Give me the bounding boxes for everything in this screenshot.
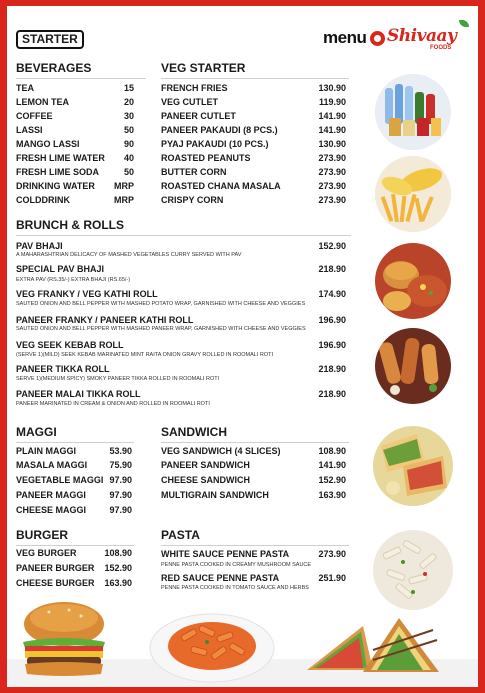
beverage-item-name: LASSI (16, 125, 43, 135)
brunch-item-desc: (SERVE 1)(MILD) SEEK KEBAB MARINATED MINT RAITA ONION GRAVY ROLLED IN ROOMALI ROTI (16, 352, 274, 358)
brunch-item-name: PANEER FRANKY / PANEER KATHI ROLL (16, 315, 194, 325)
beverage-item-name: LEMON TEA (16, 97, 69, 107)
starter-item-name: VEG CUTLET (161, 97, 219, 107)
maggi-item-name: PANEER MAGGI (16, 490, 86, 500)
pav-bhaji-illustration (375, 243, 451, 319)
starter-item-name: CRISPY CORN (161, 195, 224, 205)
starter-item-price: 119.90 (318, 97, 346, 107)
brunch-item-desc: A MAHARASHTRIAN DELICACY OF MASHED VEGETABLES CURRY SERVED WITH PAV (16, 252, 242, 258)
starter-item-price: 273.90 (318, 153, 346, 163)
starter-item-price: 130.90 (318, 139, 346, 149)
sandwich-photo (373, 426, 453, 506)
brunch-item-price: 152.90 (318, 241, 346, 251)
brunch-item-desc: SAUTED ONION AND BELL PEPPER WITH MASHED PANEER WRAP, GARNISHED WITH CHEESE AND VEGGIES (16, 326, 306, 332)
beverage-item-name: COFFEE (16, 111, 53, 121)
brunch-item-name: PAV BHAJI (16, 241, 63, 251)
starter-item-name: FRENCH FRIES (161, 83, 228, 93)
logo-foods-text: FOODS (430, 45, 452, 51)
sandwich-bottom-illustration (303, 610, 443, 680)
beverage-item-price: MRP (114, 195, 134, 205)
brunch-item-price: 218.90 (318, 389, 346, 399)
pasta-item-desc: PENNE PASTA COOKED IN CREAMY MUSHROOM SAUCE (161, 562, 312, 568)
starter-item-price: 141.90 (318, 125, 346, 135)
sandwich-illustration (373, 426, 453, 506)
brunch-item-price: 218.90 (318, 364, 346, 374)
divider (161, 78, 349, 79)
burger-item-name: CHEESE BURGER (16, 578, 95, 588)
beverage-item-price: MRP (114, 181, 134, 191)
drinks-photo (375, 74, 451, 150)
starter-item-name: PANEER PAKAUDI (8 PCS.) (161, 125, 278, 135)
beverages-heading: BEVERAGES (16, 61, 92, 75)
sandwich-item-price: 141.90 (318, 460, 346, 470)
starter-item-price: 130.90 (318, 83, 346, 93)
pasta-plate-photo (147, 608, 277, 684)
beverage-item-price: 50 (123, 167, 134, 177)
pasta-item-name: RED SAUCE PENNE PASTA (161, 573, 280, 583)
beverage-item-name: TEA (16, 83, 34, 93)
pasta-item-price: 251.90 (318, 573, 346, 583)
starter-item-name: ROASTED CHANA MASALA (161, 181, 281, 191)
brunch-item-desc: SERVE 1)(MEDIUM SPICY) SMOKY PANEER TIKKA ROLLED IN ROOMALI ROTI (16, 376, 220, 382)
logo-circle-icon (370, 31, 385, 46)
rolls-photo (375, 328, 451, 404)
sandwich-heading: SANDWICH (161, 425, 227, 439)
divider (16, 235, 351, 236)
burger-heading: BURGER (16, 528, 69, 542)
page-title: STARTER (16, 30, 84, 49)
brunch-item-desc: EXTRA PAV (RS.35/-) EXTRA BHAJI (RS.65/-) (16, 277, 131, 283)
beverage-item-name: FRESH LIME WATER (16, 153, 105, 163)
divider (16, 442, 134, 443)
beverage-item-name: FRESH LIME SODA (16, 167, 100, 177)
sandwich-bottom-photo (303, 610, 443, 680)
burger-item-price: 108.90 (104, 548, 132, 558)
beverage-item-price: 15 (123, 83, 134, 93)
brunch-item-name: PANEER MALAI TIKKA ROLL (16, 389, 141, 399)
pasta-heading: PASTA (161, 528, 200, 542)
beverage-item-price: 50 (123, 125, 134, 135)
sandwich-item-price: 152.90 (318, 475, 346, 485)
brunch-item-desc: SAUTED ONION AND BELL PEPPER WITH MASHED POTATO WRAP, GARNISHED WITH CHEESE AND VEGGIES (16, 301, 306, 307)
pasta-plate-illustration (147, 608, 277, 684)
beverage-item-price: 90 (123, 139, 134, 149)
maggi-item-name: CHEESE MAGGI (16, 505, 87, 515)
pasta-photo (373, 530, 453, 610)
maggi-item-name: PLAIN MAGGI (16, 446, 76, 456)
brunch-item-price: 196.90 (318, 340, 346, 350)
burger-illustration (19, 598, 109, 678)
burger-item-name: VEG BURGER (16, 548, 77, 558)
beverage-item-price: 20 (123, 97, 134, 107)
maggi-item-price: 97.90 (109, 505, 132, 515)
brunch-item-price: 196.90 (318, 315, 346, 325)
starter-item-price: 273.90 (318, 181, 346, 191)
maggi-item-name: MASALA MAGGI (16, 460, 88, 470)
sandwich-item-name: MULTIGRAIN SANDWICH (161, 490, 269, 500)
fries-corn-photo (375, 156, 451, 232)
brunch-item-desc: PANEER MARINATED IN CREAM & ONION AND ROLLED IN ROOMALI ROTI (16, 401, 210, 407)
pasta-illustration (373, 530, 453, 610)
burger-photo (19, 598, 109, 678)
brunch-item-price: 174.90 (318, 289, 346, 299)
brunch-item-name: SPECIAL PAV BHAJI (16, 264, 105, 274)
maggi-item-price: 97.90 (109, 490, 132, 500)
starter-item-price: 273.90 (318, 167, 346, 177)
burger-item-name: PANEER BURGER (16, 563, 95, 573)
leaf-icon (459, 20, 469, 27)
logo-brand-text: Shivaay (387, 26, 457, 46)
brunch-item-price: 218.90 (318, 264, 346, 274)
sandwich-item-price: 163.90 (318, 490, 346, 500)
brunch-heading: BRUNCH & ROLLS (16, 218, 124, 232)
pasta-item-name: WHITE SAUCE PENNE PASTA (161, 549, 290, 559)
starter-item-price: 141.90 (318, 111, 346, 121)
drinks-illustration (375, 74, 451, 150)
pav-bhaji-photo (375, 243, 451, 319)
veg-starter-heading: VEG STARTER (161, 61, 246, 75)
maggi-item-price: 53.90 (109, 446, 132, 456)
beverage-item-price: 30 (123, 111, 134, 121)
divider (161, 442, 349, 443)
beverage-item-name: MANGO LASSI (16, 139, 80, 149)
starter-item-name: ROASTED PEANUTS (161, 153, 251, 163)
beverage-item-name: COLDDRINK (16, 195, 70, 205)
sandwich-item-name: CHEESE SANDWICH (161, 475, 251, 485)
starter-item-price: 273.90 (318, 195, 346, 205)
divider (16, 78, 146, 79)
beverage-item-price: 40 (123, 153, 134, 163)
maggi-item-price: 97.90 (109, 475, 132, 485)
pasta-item-price: 273.90 (318, 549, 346, 559)
burger-item-price: 163.90 (104, 578, 132, 588)
sandwich-item-name: VEG SANDWICH (4 SLICES) (161, 446, 281, 456)
starter-item-name: PANEER CUTLET (161, 111, 236, 121)
maggi-heading: MAGGI (16, 425, 57, 439)
fries-corn-illustration (375, 156, 451, 232)
burger-item-price: 152.90 (104, 563, 132, 573)
brunch-item-name: PANEER TIKKA ROLL (16, 364, 110, 374)
starter-item-name: PYAJ PAKAUDI (10 PCS.) (161, 139, 269, 149)
menu-page (7, 6, 478, 687)
maggi-item-name: VEGETABLE MAGGI (16, 475, 104, 485)
brunch-item-name: VEG FRANKY / VEG KATHI ROLL (16, 289, 158, 299)
maggi-item-price: 75.90 (109, 460, 132, 470)
beverage-item-name: DRINKING WATER (16, 181, 95, 191)
logo-menu-text: menu (323, 28, 367, 47)
sandwich-item-price: 108.90 (318, 446, 346, 456)
starter-item-name: BUTTER CORN (161, 167, 227, 177)
divider (161, 545, 349, 546)
divider (16, 545, 134, 546)
rolls-illustration (375, 328, 451, 404)
sandwich-item-name: PANEER SANDWICH (161, 460, 250, 470)
pasta-item-desc: PENNE PASTA COOKED IN TOMATO SAUCE AND HERBS (161, 585, 309, 591)
brunch-item-name: VEG SEEK KEBAB ROLL (16, 340, 124, 350)
